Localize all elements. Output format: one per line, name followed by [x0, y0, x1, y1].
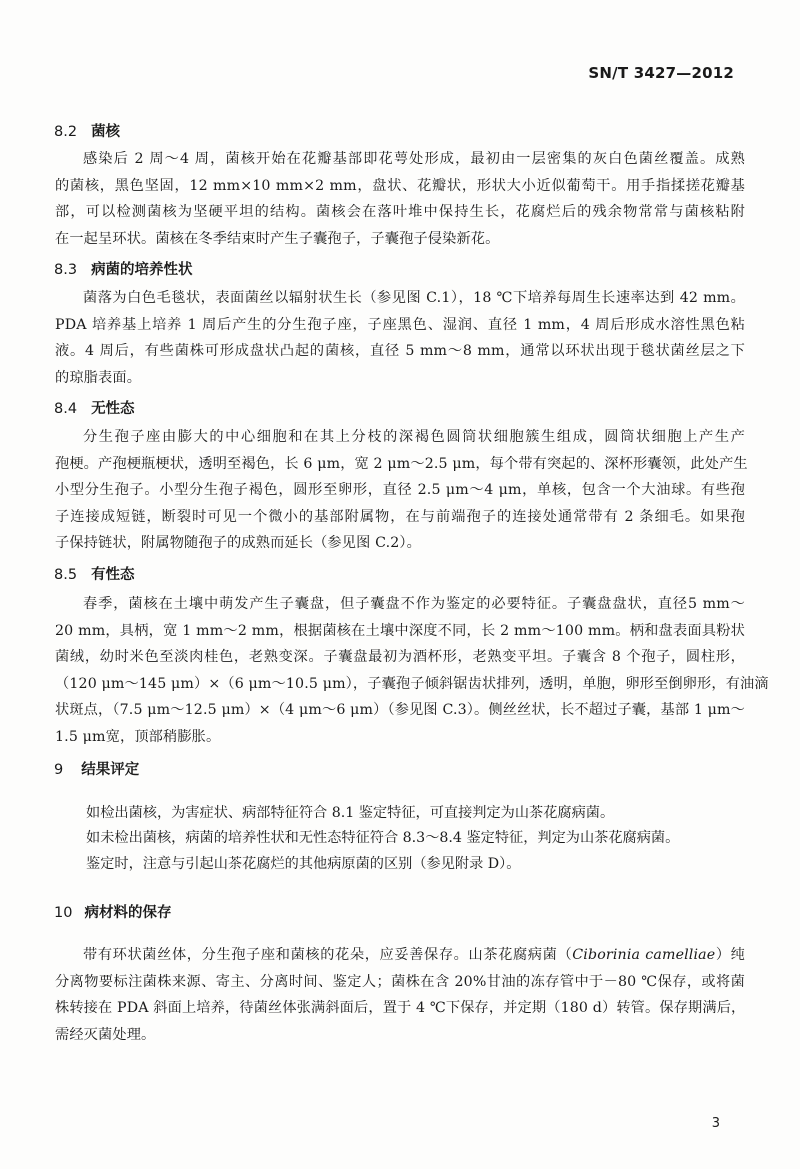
paragraph-8-3 — [55, 285, 745, 391]
section-number: 8.2 — [54, 124, 78, 140]
text-line: 菌落为白色毛毯状，表面菌丝以辐射状生长（参见图 C.1），18 ℃下培养每周生长速率达到 42 mm。 — [83, 290, 745, 306]
text-line: 液。4 周后，有些菌株可形成盘状凸起的菌核，直径 5 mm～8 mm，通常以环状出现于毯状菌丝层之下 — [55, 343, 745, 359]
text-line: 的菌核，黑色坚固，12 mm×10 mm×2 mm，盘状、花瓣状，形状大小近似葡萄干。用手指揉搓花瓣基 — [55, 177, 745, 194]
species-name: Ciborinia camelliae — [572, 947, 716, 963]
text-line: 子连接成短链，断裂时可见一个微小的基部附属物，在与前端孢子的连接处通常带有 2 条细毛。如果孢 — [55, 508, 745, 525]
text-line: 1.5 μm宽，顶部稍膨胀。 — [55, 728, 221, 745]
text-line: （120 μm～145 μm）×（6 μm～10.5 μm），子囊孢子倾斜锯齿状排列，透明，单胞，卵形至倒卵形，有油滴 — [55, 675, 769, 692]
text-line — [55, 942, 745, 969]
document-code: SN/T 3427—2012 — [588, 64, 734, 82]
text-line: 的琼脂表面。 — [55, 369, 142, 386]
text-line: 20 mm，具柄，宽 1 mm～2 mm，根据菌核在土壤中深度不同，长 2 mm～100 mm。柄和盘表面具粉状 — [55, 622, 745, 639]
text-line: 孢梗。产孢梗瓶梗状，透明至褐色，长 6 μm，宽 2 μm～2.5 μm，每个带有突起的、深杯形囊领，此处产生 — [55, 455, 748, 472]
section-heading-10 — [54, 901, 171, 922]
text-line: 部，可以检测菌核为坚硬平坦的结构。菌核会在落叶堆中保持生长，花腐烂后的残余物常常与菌核粘附 — [55, 204, 745, 220]
paragraph-10 — [55, 942, 745, 1048]
section-number: 8.5 — [54, 567, 78, 583]
section-heading-8-4 — [54, 397, 135, 418]
section-title: 有性态 — [91, 567, 135, 583]
result-item: 鉴定时，注意与引起山茶花腐烂的其他病原菌的区别（参见附录 D）。 — [86, 856, 521, 872]
paragraph-8-4 — [55, 424, 748, 557]
section-title: 病菌的培养性状 — [91, 262, 193, 278]
section-heading-9 — [54, 758, 139, 779]
section-title: 菌核 — [91, 124, 121, 140]
section-number: 9 — [54, 762, 64, 778]
result-item: 如未检出菌核，病菌的培养性状和无性态特征符合 8.3～8.4 鉴定特征，判定为山茶花腐病菌。 — [86, 830, 680, 846]
text-line: 株转接在 PDA 斜面上培养，待菌丝体张满斜面后，置于 4 ℃下保存，并定期（180 d）转管。保存期满后， — [55, 1000, 746, 1016]
text-line: PDA 培养基上培养 1 周后产生的分生孢子座，子座黑色、湿润、直径 1 mm，4 周后形成水溶性黑色粘 — [55, 316, 745, 333]
paragraph-8-2 — [55, 146, 745, 252]
section-title: 病材料的保存 — [84, 905, 172, 921]
text-line: 分生孢子座由膨大的中心细胞和在其上分枝的深褐色圆筒状细胞簇生组成，圆筒状细胞上产生产 — [83, 429, 745, 445]
section-heading-8-3 — [54, 258, 193, 279]
text-segment: ）纯 — [715, 947, 745, 963]
text-line: 需经灭菌处理。 — [55, 1026, 156, 1043]
text-line: 小型分生孢子。小型分生孢子褐色，圆形至卵形，直径 2.5 μm～4 μm，单核，包含一个大油球。有些孢 — [55, 482, 745, 498]
paragraph-8-5 — [55, 591, 769, 750]
text-line: 感染后 2 周～4 周，菌核开始在花瓣基部即花萼处形成，最初由一层密集的灰白色菌丝覆盖。成熟 — [83, 151, 745, 167]
text-line: 状斑点，（7.5 μm～12.5 μm）×（4 μm～6 μm）（参见图 C.3）。侧丝丝状，长不超过子囊，基部 1 μm～ — [55, 702, 745, 718]
page-number: 3 — [711, 1116, 720, 1131]
text-line: 春季，菌核在土壤中萌发产生子囊盘，但子囊盘不作为鉴定的必要特征。子囊盘盘状，直径5 mm～ — [83, 596, 745, 612]
section-number: 10 — [54, 905, 73, 921]
section-heading-8-2 — [54, 120, 120, 141]
text-line: 分离物要标注菌株来源、寄主、分离时间、鉴定人；菌株在含 20%甘油的冻存管中于－80 ℃保存，或将菌 — [55, 973, 745, 990]
result-item: 如检出菌核，为害症状、病部特征符合 8.1 鉴定特征，可直接判定为山茶花腐病菌。 — [86, 805, 615, 821]
text-line: 子保持链状，附属物随孢子的成熟而延长（参见图 C.2）。 — [55, 535, 421, 551]
text-line: 在一起呈环状。菌核在冬季结束时产生子囊孢子，子囊孢子侵染新花。 — [55, 230, 500, 247]
section-title: 无性态 — [91, 401, 135, 417]
section-title: 结果评定 — [81, 762, 140, 778]
text-segment: 带有环状菌丝体，分生孢子座和菌核的花朵，应妥善保存。山茶花腐病菌（ — [83, 947, 573, 963]
section-number: 8.4 — [54, 401, 78, 417]
text-line: 菌绒，幼时米色至淡肉桂色，老熟变深。子囊盘最初为酒杯形，老熟变平坦。子囊含 8 个孢子，圆柱形， — [55, 649, 745, 665]
section-heading-8-5 — [54, 563, 135, 584]
section-number: 8.3 — [54, 262, 78, 278]
